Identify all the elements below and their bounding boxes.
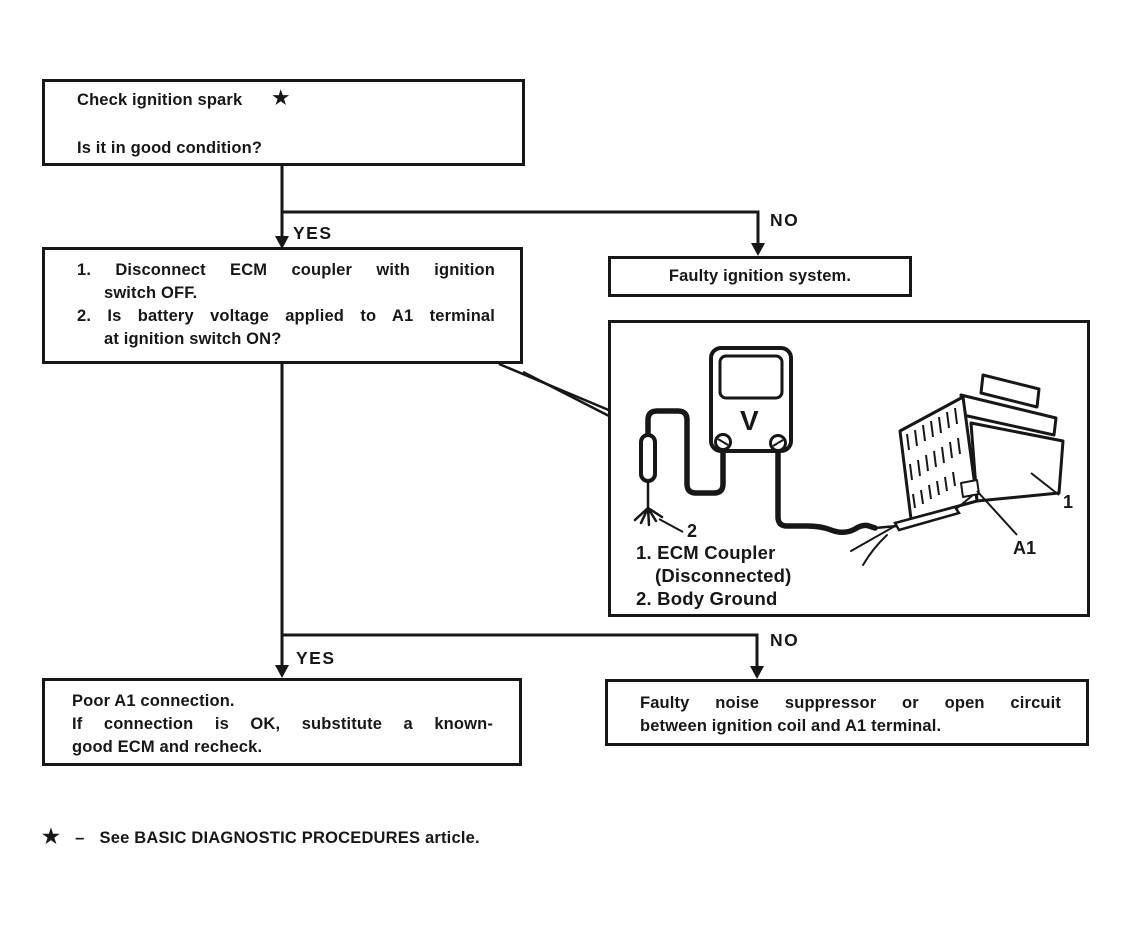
step1-box [42, 79, 525, 166]
callout-wedge-top [499, 364, 611, 411]
result4-line1: Faulty noise suppressor or open circuit [640, 694, 1061, 712]
measurement-illustration [611, 323, 1087, 614]
step1-question: Is it in good condition? [77, 139, 263, 157]
step1-line1 [77, 89, 498, 112]
voltmeter-illustration [711, 348, 791, 451]
yes-label-2: YES [296, 648, 336, 668]
connector-branch1-no [282, 212, 758, 244]
probe-handle-line-2 [863, 535, 887, 565]
callout-2-leader-line [659, 519, 683, 532]
step2-line1: 1. Disconnect ECM coupler with ignition [77, 261, 495, 279]
footnote-text: See BASIC DIAGNOSTIC PROCEDURES article. [99, 828, 480, 847]
footnote [42, 828, 480, 848]
no-label-2: NO [770, 630, 800, 650]
result3-line3: good ECM and recheck. [72, 738, 263, 756]
result4-line2: between ignition coil and A1 terminal. [640, 717, 942, 735]
meter-positive-lead-wire [778, 451, 875, 532]
body-ground-symbol-icon [635, 508, 662, 525]
result-noise-suppressor-box [605, 679, 1089, 746]
voltmeter-v-label: V [740, 405, 759, 436]
step2-line3: 2. Is battery voltage applied to A1 terminal [77, 307, 495, 325]
step2-box [42, 247, 523, 364]
arrowhead-no2-icon [750, 666, 764, 679]
callout-a1-label: A1 [1013, 538, 1037, 558]
result-faulty-ignition-text: Faulty ignition system. [668, 267, 852, 285]
result3-line1: Poor A1 connection. [72, 692, 235, 710]
callout-wedge-bottom [523, 372, 611, 417]
suppressor-capsule [641, 435, 655, 481]
measurement-illustration-box [608, 320, 1090, 617]
footnote-star-icon: ★ [42, 826, 61, 848]
no-label-1: NO [770, 210, 800, 230]
arrowhead-yes2-icon [275, 665, 289, 678]
yes-label-1: YES [293, 223, 333, 243]
caption-body-ground: 2. Body Ground [636, 588, 778, 609]
step2-line2: switch OFF. [104, 284, 198, 302]
result-poor-connection-box [42, 678, 522, 766]
callout-1-label: 1 [1063, 492, 1074, 512]
footnote-reference-star-icon: ★ [272, 88, 290, 109]
coupler-a1-terminal [961, 480, 979, 497]
result-faulty-ignition-box [608, 256, 912, 297]
step1-line1-text: Check ignition spark [77, 91, 243, 109]
caption-disconnected: (Disconnected) [655, 565, 792, 586]
step2-line4: at ignition switch ON? [104, 330, 282, 348]
caption-ecm-coupler: 1. ECM Coupler [636, 542, 776, 563]
footnote-dash: – [75, 828, 85, 847]
connector-branch2-no [282, 635, 757, 667]
voltmeter-display [720, 356, 782, 398]
arrowhead-no1-icon [751, 243, 765, 256]
result3-line2: If connection is OK, substitute a known- [72, 715, 493, 733]
callout-2-label: 2 [687, 521, 698, 541]
